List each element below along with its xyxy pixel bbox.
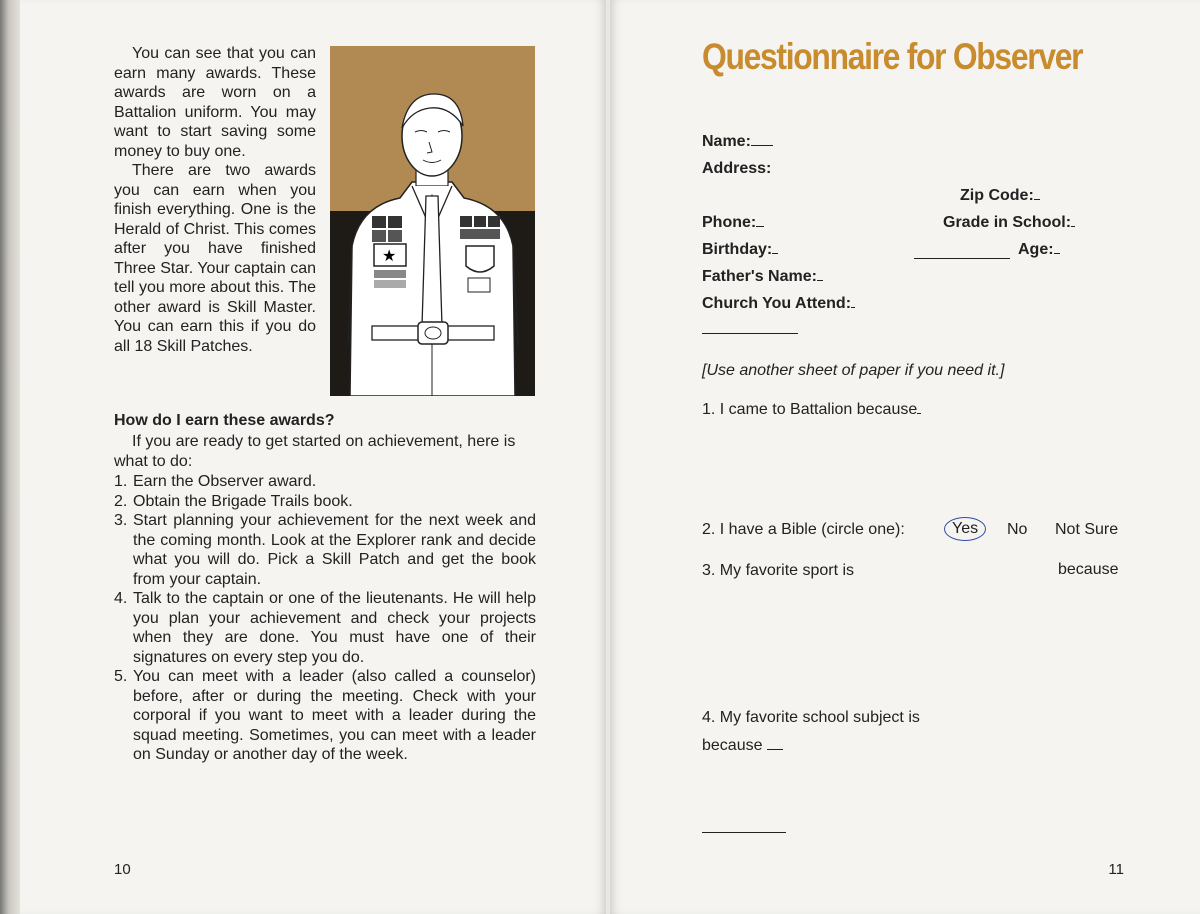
question-3: 3. My favorite sport is [702, 562, 855, 579]
intro-text [114, 44, 316, 356]
address-label: Address: [702, 160, 772, 177]
scan-edge [0, 0, 22, 914]
phone-label: Phone: [702, 214, 757, 231]
svg-text:★: ★ [382, 246, 397, 265]
zip-field[interactable] [960, 187, 1040, 205]
awards-heading: How do I earn these awards? [114, 412, 335, 429]
father-label: Father's Name: [702, 268, 817, 285]
step-text: You can meet with a leader (also called a counselor) before, after or during the meeting. Check with your corporal if you want to meet with a leader during the squad meeting. Sometimes, you can meet with a leader on Sunday or another day of the week. [133, 668, 536, 763]
step-text: Talk to the captain or one of the lieutenants. He will help you plan your achievement and check your projects when they are done. You must have one of their signatures on every step you do. [133, 590, 536, 666]
step-text: Obtain the Brigade Trails book. [133, 492, 353, 510]
church-field[interactable] [702, 295, 855, 313]
age-prefix-line [914, 258, 1010, 259]
option-no[interactable]: No [1007, 521, 1028, 538]
question-1 [702, 401, 921, 419]
address-field[interactable] [702, 160, 771, 178]
question-4-answer-line [702, 832, 786, 833]
step-number: 1. [114, 473, 128, 490]
question-2: 2. I have a Bible (circle one): [702, 521, 905, 538]
church-label: Church You Attend: [702, 295, 852, 312]
age-label: Age: [1018, 241, 1054, 258]
step-number: 3. [114, 512, 128, 529]
step-item [114, 492, 536, 512]
instruction-note: [Use another sheet of paper if you need it.] [702, 362, 1005, 379]
uniform-illustration [330, 46, 535, 396]
left-page [20, 0, 606, 914]
right-page [610, 0, 1200, 914]
step-number: 2. [114, 492, 128, 510]
name-field[interactable] [702, 133, 773, 151]
phone-field[interactable] [702, 214, 764, 232]
option-yes-label: Yes [944, 517, 986, 541]
intro-paragraph: There are two awards you can earn when you finish everything. One is the Herald of Christ. This comes after you have finished Three Star. Your captain can tell you more about this. The other award is Skill Master. You can earn this if you do all 18 Skill Patches. [114, 162, 316, 355]
age-field[interactable] [1018, 241, 1060, 259]
page-number-left: 10 [114, 861, 131, 878]
question-1-text: 1. I came to Battalion because [702, 401, 918, 418]
birthday-field[interactable] [702, 241, 778, 259]
father-field[interactable] [702, 268, 823, 286]
option-not-sure[interactable]: Not Sure [1055, 521, 1119, 538]
step-item [114, 472, 536, 492]
step-text: Earn the Observer award. [133, 473, 317, 490]
grade-field[interactable] [943, 214, 1075, 232]
step-number: 4. [114, 590, 128, 607]
step-item [114, 589, 536, 667]
church-answer-line [702, 333, 798, 334]
step-item [114, 511, 536, 589]
page-number-right: 11 [1108, 861, 1124, 878]
question-4-because [702, 737, 783, 755]
step-text: Start planning your achievement for the next week and the coming month. Look at the Explorer rank and decide what you will do. Pick a Skill Patch and get the book from your captain. [133, 512, 536, 588]
intro-paragraph: You can see that you can earn many awards. These awards are worn on a Battalion uniform. You may want to start saving some money to buy one. [114, 45, 316, 160]
questionnaire-title: Questionnaire for Observer [702, 36, 1083, 77]
uniform-illustration-svg [330, 46, 535, 396]
question-3-because: because [1058, 561, 1119, 578]
question-4-because-label: because [702, 737, 763, 754]
question-4: 4. My favorite school subject is [702, 709, 920, 726]
grade-label: Grade in School: [943, 214, 1072, 231]
awards-intro: If you are ready to get started on achievement, here is what to do: [114, 433, 516, 470]
step-number: 5. [114, 668, 128, 685]
step-item [114, 667, 536, 765]
steps-list [114, 472, 536, 765]
birthday-label: Birthday: [702, 241, 773, 258]
option-yes[interactable] [944, 517, 986, 541]
name-label: Name: [702, 133, 751, 150]
zip-label: Zip Code: [960, 187, 1034, 204]
